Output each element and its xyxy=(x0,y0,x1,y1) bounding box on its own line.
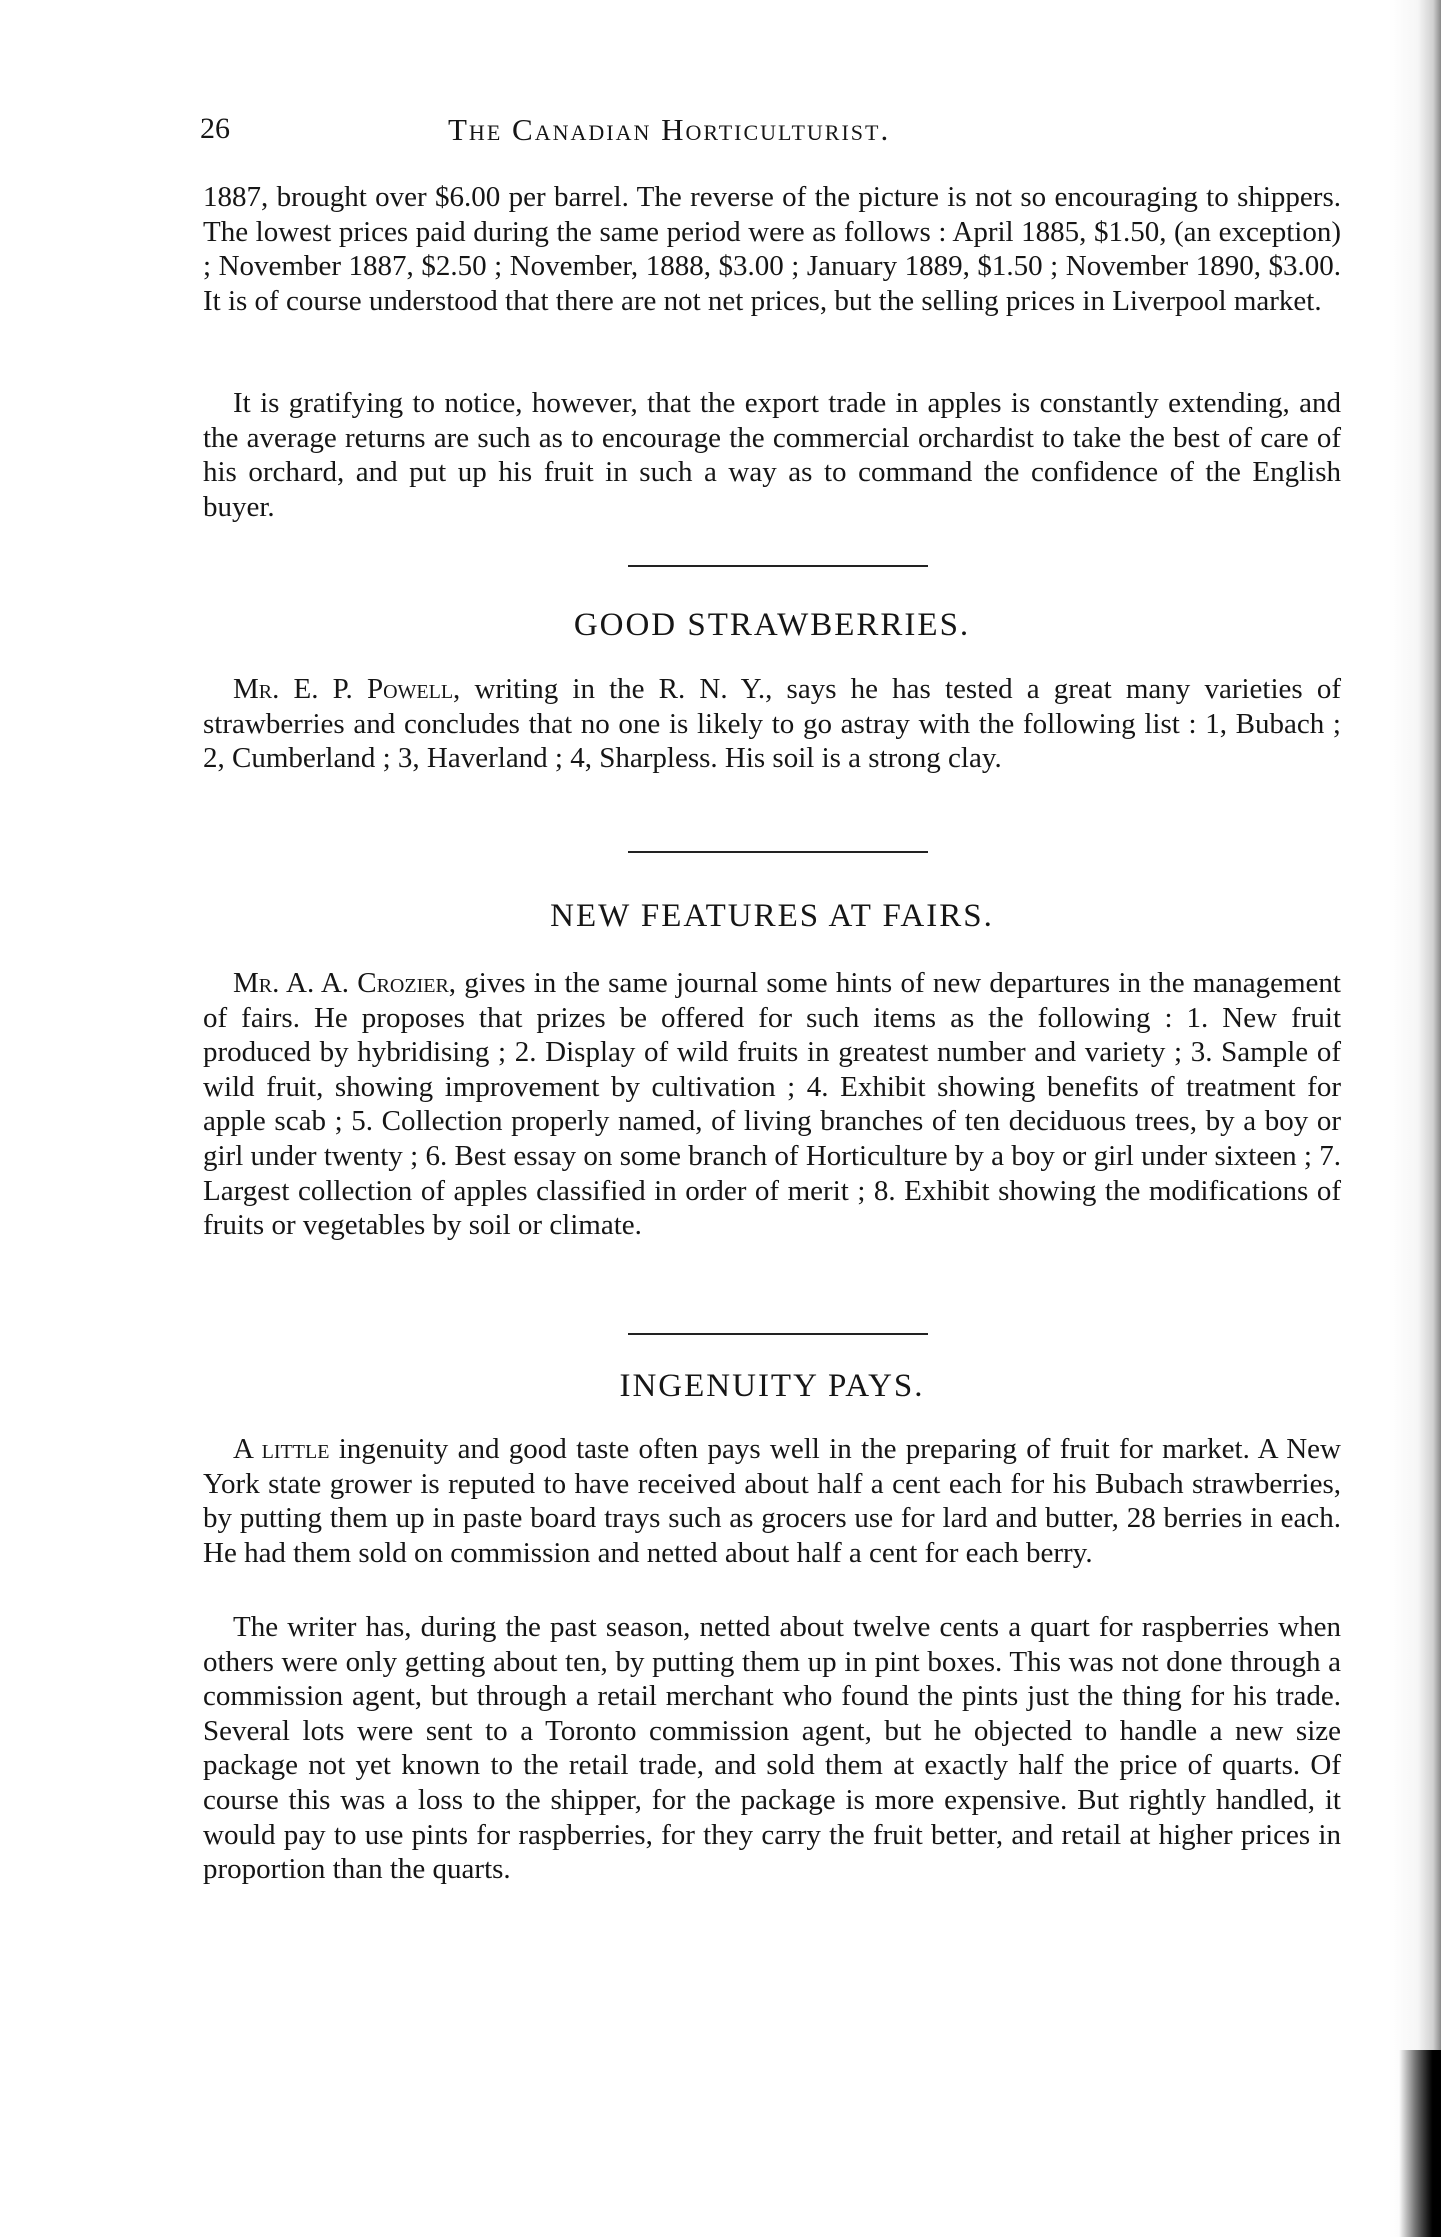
fairs-paragraph xyxy=(203,966,1341,1243)
section-divider xyxy=(628,851,928,853)
section-heading-good-strawberries: GOOD STRAWBERRIES. xyxy=(573,607,971,643)
section-heading-new-features-at-fairs: NEW FEATURES AT FAIRS. xyxy=(550,898,994,934)
section-divider xyxy=(628,565,928,567)
running-head xyxy=(200,112,1350,152)
strawberries-paragraph xyxy=(203,672,1341,776)
intro-paragraph-2: It is gratifying to notice, however, that the export trade in apples is constantly extending, and the average returns are such as to encourage the commercial orchardist to take the best of care of his orchard, and put up his fruit in such a way as to command the confidence of the English buyer. xyxy=(203,387,1341,523)
journal-title: The Canadian Horticulturist. xyxy=(448,112,891,147)
ingenuity-paragraph-1 xyxy=(203,1432,1341,1570)
page-number: 26 xyxy=(200,112,230,145)
ingenuity-paragraph-2: The writer has, during the past season, netted about twelve cents a quart for raspberries when others were only getting about ten, by putting them up in pint boxes. This was not done through a commission agent, but through a retail merchant who found the pints just the thing for his trade. Several lots were sent to a Toronto commission agent, but he objected to handle a new size package not yet known to the retail trade, and sold them at exactly half the price of quarts. Of course this was a loss to the shipper, for the package is more expensive. But rightly handled, it would pay to use pints for raspberries, for they carry the fruit better, and retail at higher prices in proportion than the quarts. xyxy=(203,1611,1341,1886)
author-name: Mr. A. A. Crozier, xyxy=(233,967,457,999)
page-edge-dark-corner xyxy=(1399,2050,1441,2237)
lead-in-words: A little xyxy=(233,1433,330,1465)
fairs-text: gives in the same journal some hints of new departures in the management of fairs. He proposes that prizes be offered for such items as the following : 1. New fruit produced by hybridising ; 2. Display of wild fruits in greatest number and variety ; 3. Sample of wild fruit, showing improvement by cultivation ; 4. Exhibit showing benefits of treatment for apple scab ; 5. Collection properly named, of living branches of ten deciduous trees, by a boy or girl under twenty ; 6. Best essay on some branch of Horticulture by a boy or girl under sixteen ; 7. Largest collection of apples classified in order of merit ; 8. Exhibit showing the modifications of fruits or vegetables by soil or climate. xyxy=(203,967,1341,1242)
intro-paragraph-1: 1887, brought over $6.00 per barrel. The reverse of the picture is not so encouraging to shippers. The lowest prices paid during the same period were as follows : April 1885, $1.50, (an exception) ; November 1887, $2.50 ; November, 1888, $3.00 ; January 1889, $1.50 ; November 1890, $3.00. It is of course understood that there are not net prices, but the selling prices in Liverpool market. xyxy=(203,181,1341,317)
ingenuity-text: ingenuity and good taste often pays well in the preparing of fruit for market. A New York state grower is reputed to have received about half a cent each for his Bubach strawberries, by putting them up in paste board trays such as grocers use for lard and butter, 28 berries in each. He had them sold on commission and netted about half a cent for each berry. xyxy=(203,1433,1341,1569)
page-edge-shadow xyxy=(1389,0,1441,2237)
strawberries-text: writing in the R. N. Y., says he has tested a great many varieties of strawberries and concludes that no one is likely to go astray with the following list : 1, Bubach ; 2, Cumberland ; 3, Haverland ; 4, Sharpless. His soil is a strong clay. xyxy=(203,673,1341,775)
author-name: Mr. E. P. Powell, xyxy=(233,673,461,705)
section-divider xyxy=(628,1333,928,1335)
section-heading-ingenuity-pays: INGENUITY PAYS. xyxy=(619,1368,925,1404)
